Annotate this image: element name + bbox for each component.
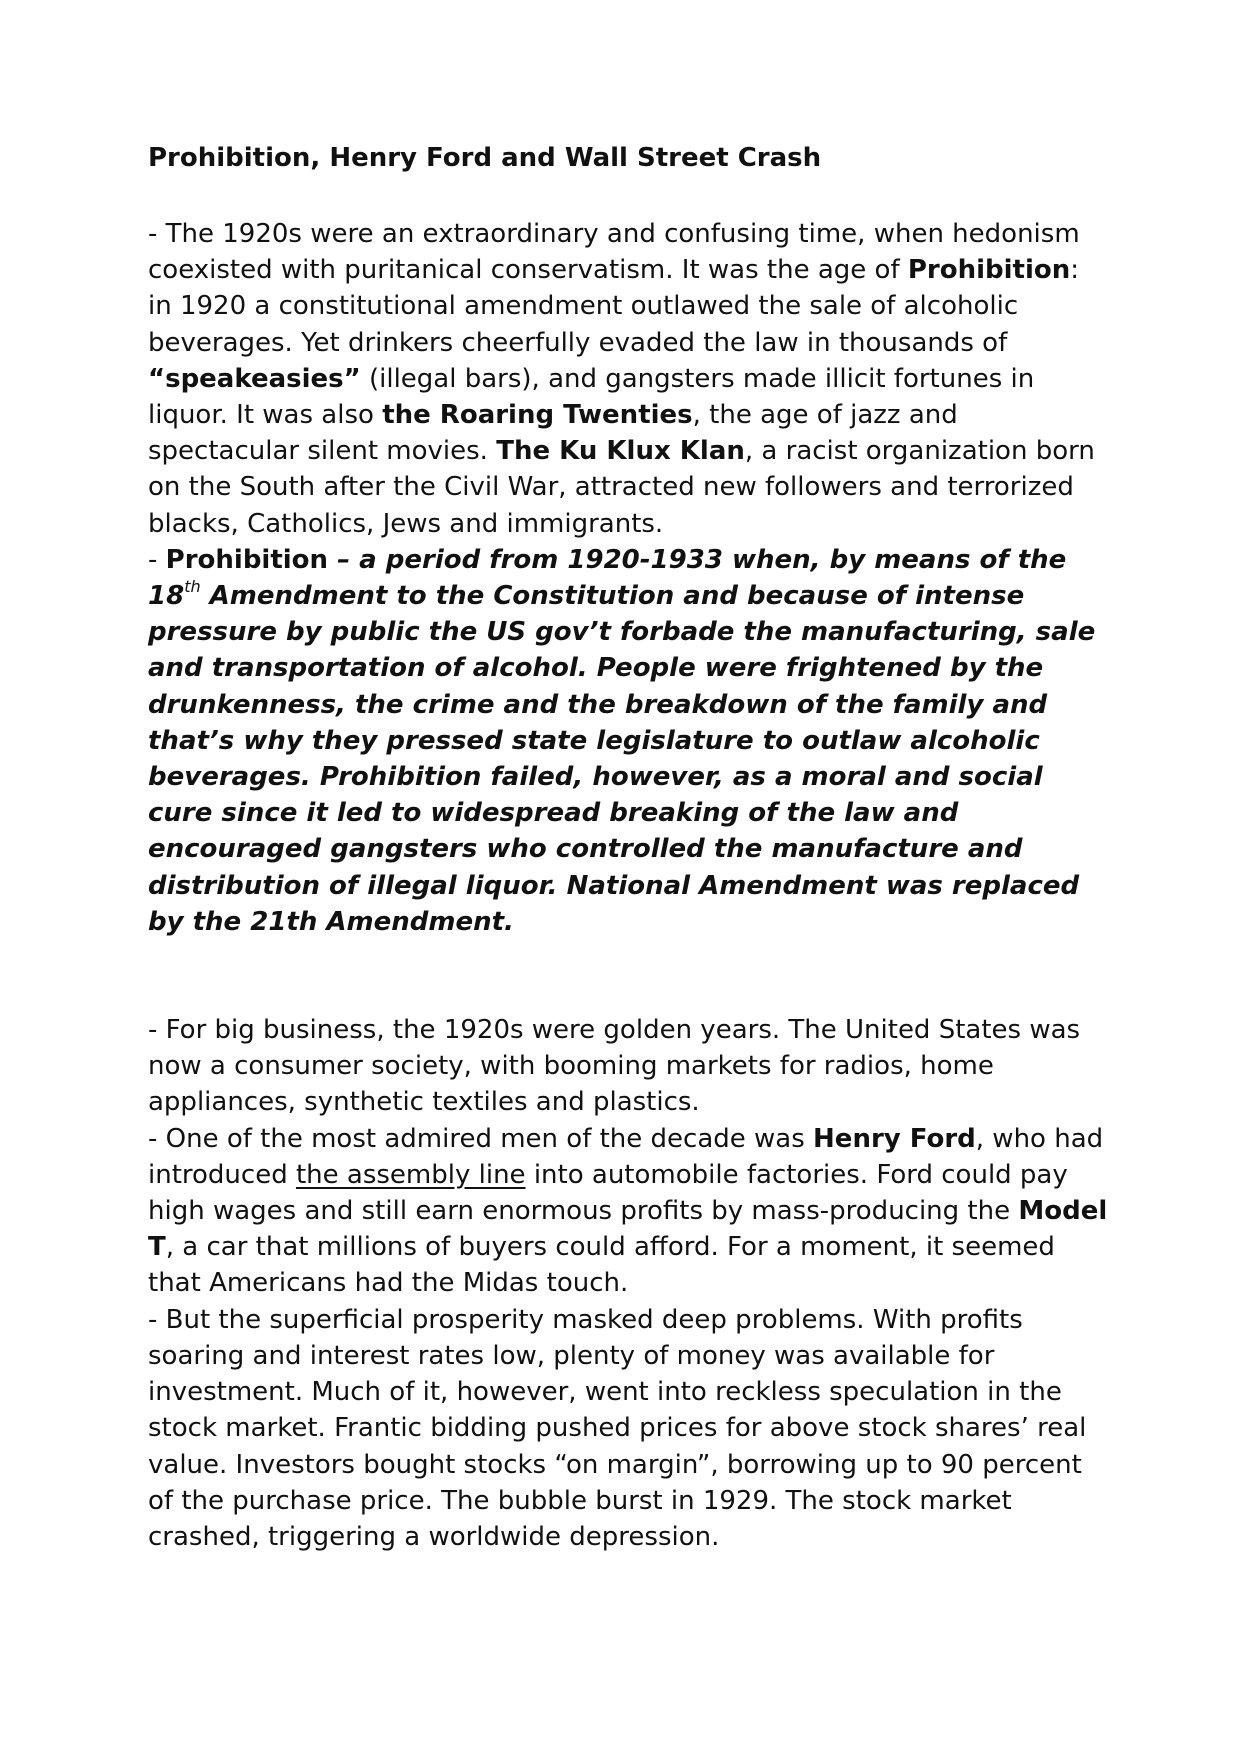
text-run: (illegal bars), and gangsters made illicit fortunes in liquor. It was also <box>148 363 1035 431</box>
text-run: - The 1920s were an extraordinary and confusing time, when hedonism coexisted with puritanical conservatism. It was the age of <box>148 219 1080 286</box>
text-run: - <box>148 544 166 575</box>
paragraph-big-business: - For big business, the 1920s were golden years. The United States was now a consumer society, with booming markets for radios, home appliances, synthetic textiles and plastics. <box>148 1015 1081 1118</box>
bold-term-model-t: Model T <box>148 1196 1108 1263</box>
bold-term-roaring-twenties: the Roaring Twenties <box>382 400 693 431</box>
text-run: , a car that millions of buyers could afford. For a moment, it seemed that Americans had the Midas touch. <box>148 1232 1055 1299</box>
bold-term-prohibition: Prohibition <box>165 544 329 575</box>
paragraph-prohibition-definition <box>148 542 1108 940</box>
paragraph-stock-market-crash: - But the superficial prosperity masked deep problems. With profits soaring and interest rates low, plenty of money was available for investment. Much of it, however, went into reckless speculation in the stock market. Frantic bidding pushed prices for above stock shares’ real value. Investors bought stocks “on margin”, borrowing up to 90 percent of the purchase price. The bubble burst in 1929. The stock market crashed, triggering a worldwide depression. <box>148 1304 1087 1552</box>
document-page <box>148 140 1108 1555</box>
text-run: - One of the most admired men of the decade was <box>148 1123 814 1154</box>
text-run: , a racist organization born on the South after the Civil War, attracted new followers and terrorized blacks, Catholics, Jews and immigrants. <box>148 436 1095 539</box>
bold-term-prohibition: Prohibition <box>907 255 1071 286</box>
paragraph-henry-ford <box>148 1121 1108 1302</box>
bold-term-henry-ford: Henry Ford <box>813 1123 976 1154</box>
italic-definition-part2: Amendment to the Constitution and because of intense pressure by public the US gov’t forbade the manufacturing, sale and transportation of alcohol. People were frightened by the drunkenness, the crime and the breakdown of the family and that’s why they pressed state legislature to outlaw alcoholic beverages. Prohibition failed, however, as a moral and social cure since it led to widespread breaking of the law and encouraged gangsters who controlled the manufacture and distribution of illegal liquor. National Amendment was replaced by the 21th Amendment. <box>148 581 1096 937</box>
text-run: into automobile factories. Ford could pay high wages and still earn enormous profits by mass-producing the <box>148 1159 1068 1227</box>
italic-definition-part1: – a period from 1920-1933 when, by means of the 18 <box>148 544 1067 612</box>
text-run: : in 1920 a constitutional amendment outlawed the sale of alcoholic beverages. Yet drinkers cheerfully evaded the law in thousands of <box>148 255 1080 358</box>
bold-term-speakeasies: “speakeasies” <box>148 363 361 394</box>
paragraph-1920s-overview <box>148 216 1108 542</box>
superscript-th: th <box>184 577 201 597</box>
text-run: , the age of jazz and spectacular silent movies. <box>148 400 958 467</box>
bold-term-ku-klux-klan: The Ku Klux Klan <box>496 436 745 467</box>
text-run: , who had introduced <box>148 1123 1104 1190</box>
document-title: Prohibition, Henry Ford and Wall Street Crash <box>148 143 822 173</box>
paragraph-spacer <box>148 940 1108 1012</box>
underlined-term-assembly-line: the assembly line <box>295 1159 526 1190</box>
